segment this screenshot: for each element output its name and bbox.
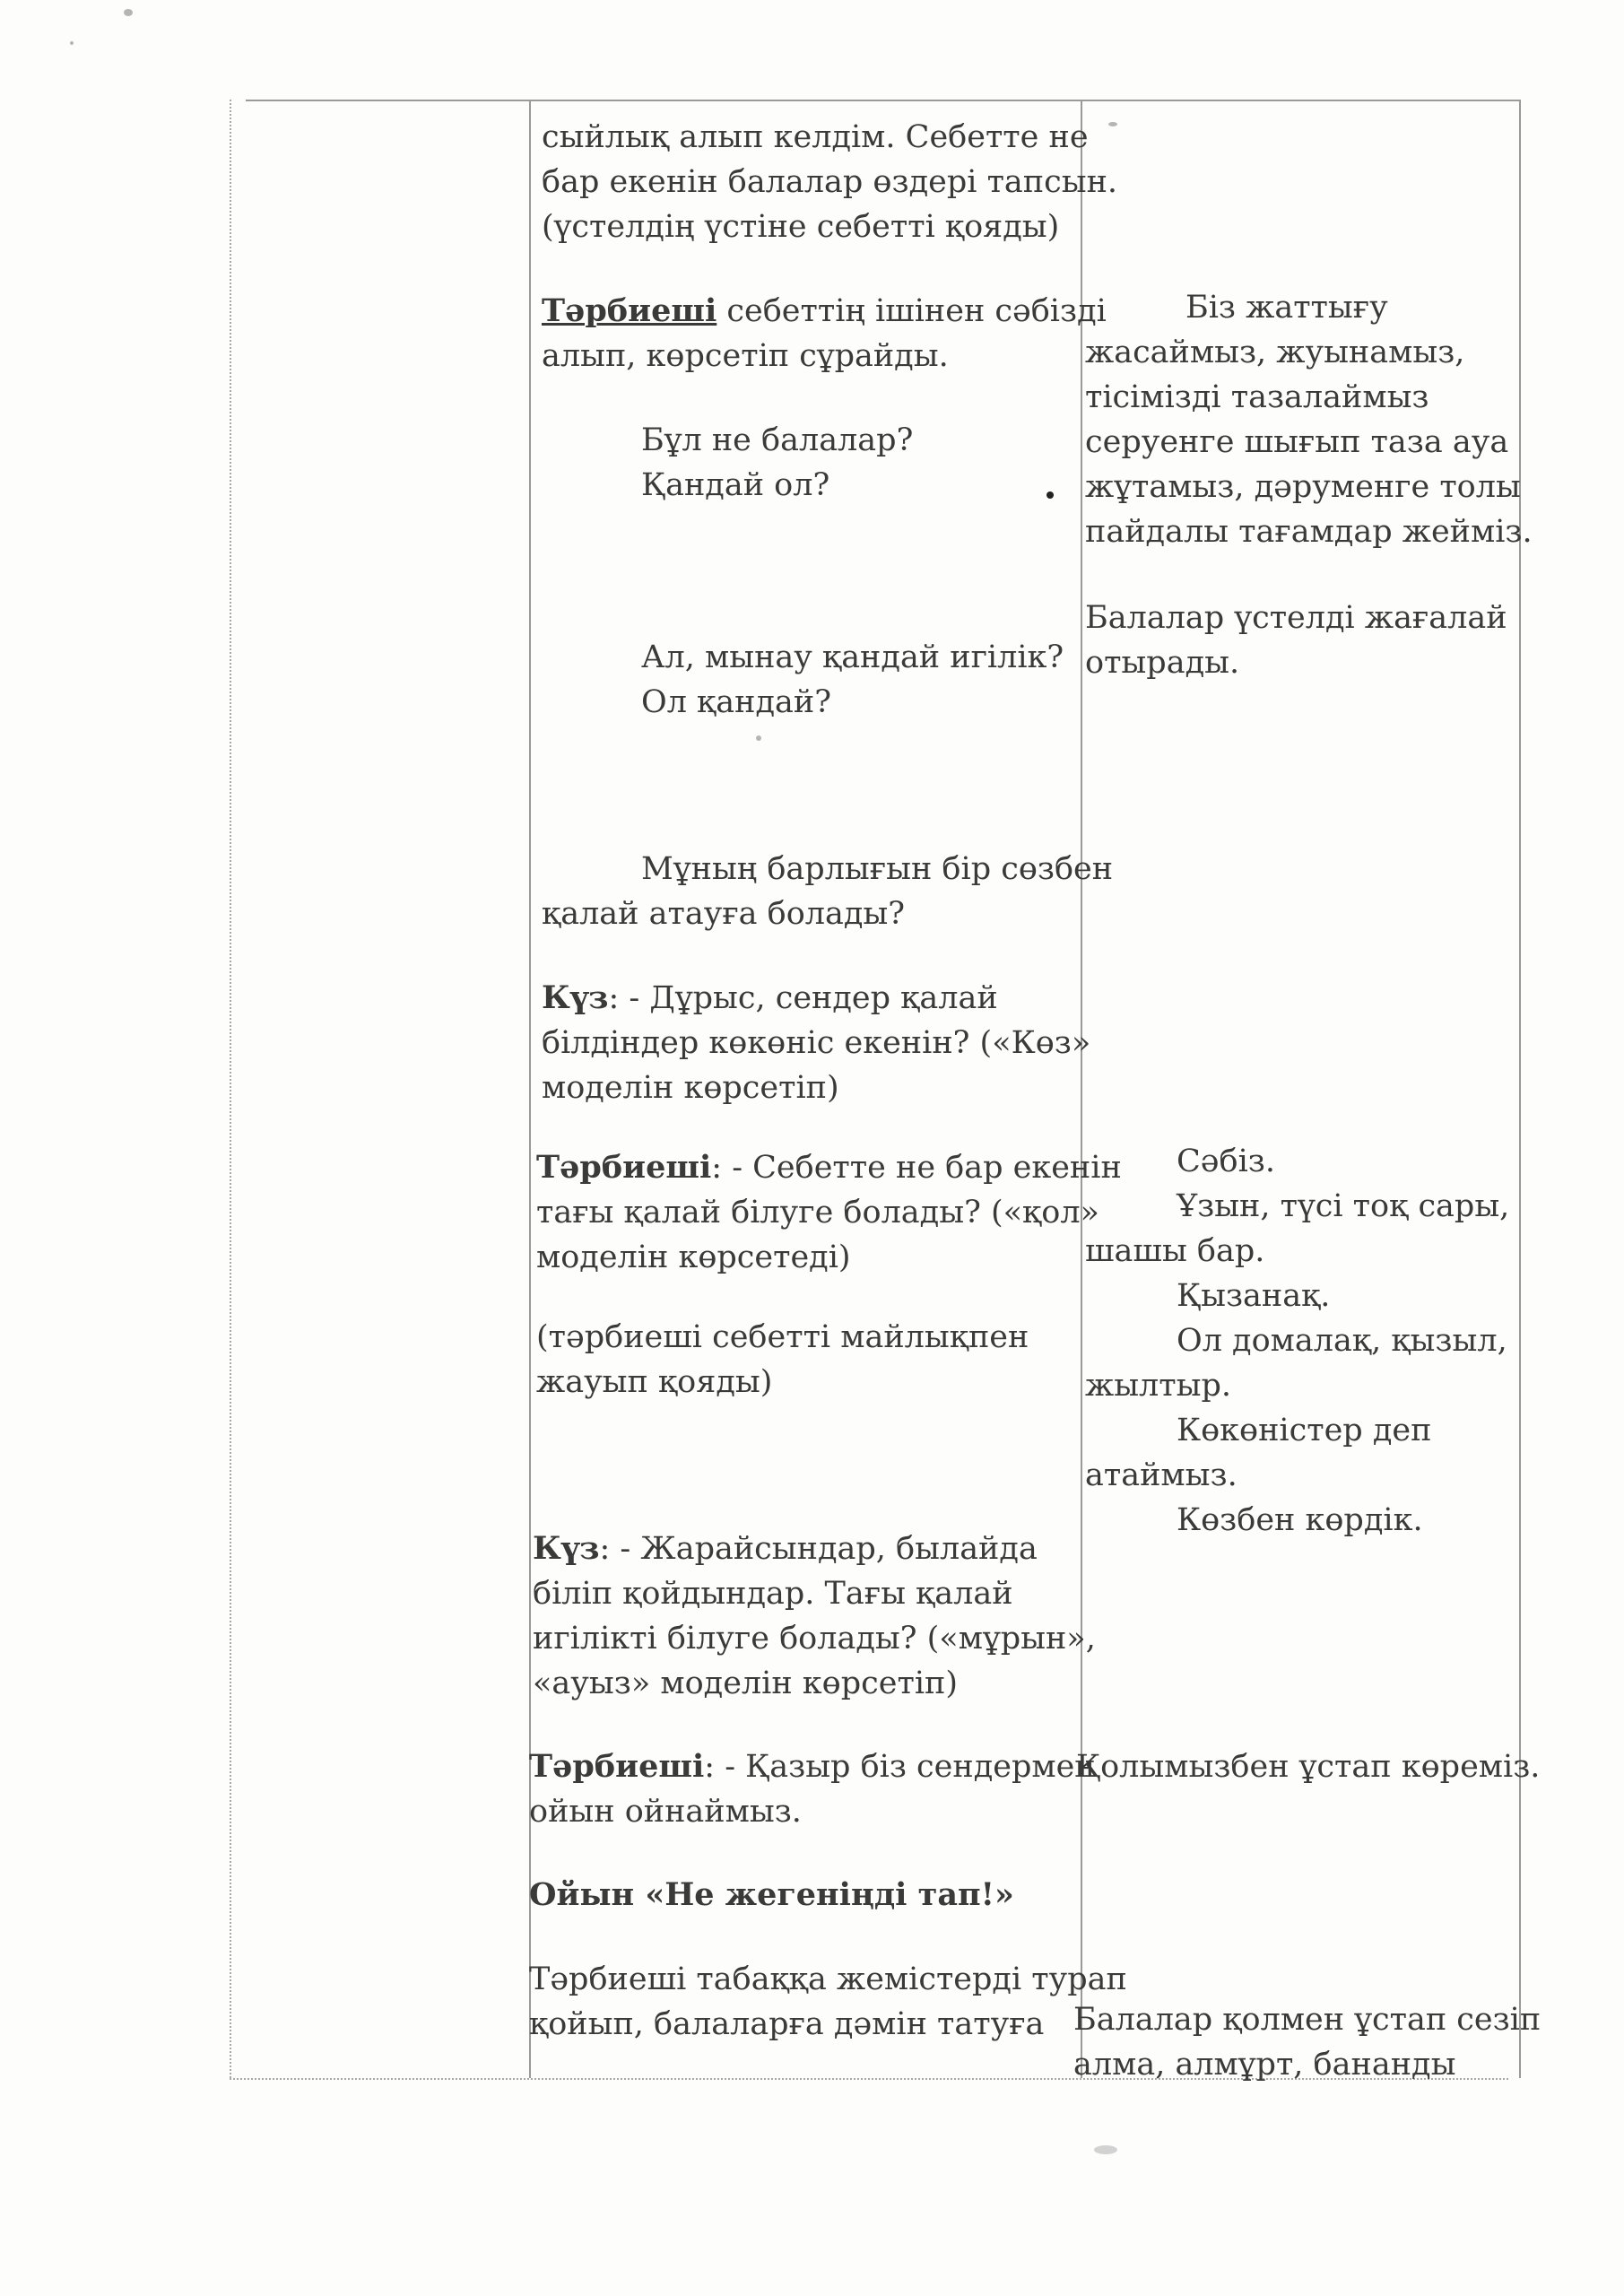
text-line: (үстелдің үстіне себетті қояды) [542,209,1060,245]
answer-line: тісімізді тазалаймыз [1085,379,1429,415]
question-line: Бұл не балалар? [641,422,914,458]
text-line [529,1744,1096,1789]
table-left-border [230,100,231,2078]
text-line: сыйлық алып келдім. Себетте не [542,119,1089,155]
answer-line: атаймыз. [1085,1457,1238,1493]
answer-line: Ұзын, түсі тоқ сары, [1177,1188,1510,1224]
answer-line: Балалар қолмен ұстап сезіп [1073,2002,1541,2038]
scan-speck [756,735,761,741]
text-line: Тәрбиеші табаққа жемістерді турап [529,1961,1127,1997]
answer-line: Біз жаттығу [1185,290,1388,326]
answer-line: жұтамыз, дәруменге толы [1085,469,1521,505]
text-line: біліп қойдындар. Тағы қалай [533,1576,1013,1612]
question-line: Ол қандай? [641,684,831,720]
text-line: игілікті білуге болады? («мұрын», [533,1621,1096,1657]
speaker-label: Тәрбиеші [542,292,717,329]
text-span: : - Себетте не бар екенін [711,1150,1122,1186]
game-title: Ойын «Не жегеніңді тап!» [529,1876,1014,1913]
speaker-label: Тәрбиеші [529,1748,705,1785]
text-line: алып, көрсетіп сұрайды. [542,338,949,374]
text-line [542,976,998,1021]
text-line: қойып, балаларға дәмін татуға [529,2006,1045,2042]
answer-line: Ол домалақ, қызыл, [1177,1323,1507,1359]
speaker-label: Күз [533,1530,600,1567]
answer-line: отырады. [1085,645,1240,681]
question-line: Мұның барлығын бір сөзбен [641,851,1114,887]
scan-speck [70,41,74,45]
text-line [533,1526,1038,1571]
answer-line: Көкөністер деп [1177,1413,1432,1448]
answer-line: алма, алмұрт, бананды [1073,2047,1456,2083]
text-span: : - Қазыр біз сендермен [704,1749,1096,1785]
scan-speck [1108,122,1117,126]
text-span: себеттің ішінен сәбізді [716,293,1107,329]
question-line: Қандай ол? [641,467,830,503]
text-line [542,289,1107,334]
bullet-mark [1046,491,1054,499]
text-line: жауып қояды) [536,1364,773,1400]
answer-line: жасаймыз, жуынамыз, [1085,335,1465,370]
text-line [536,1145,1122,1190]
text-line: ойын ойнаймыз. [529,1794,802,1830]
scan-speck [124,9,133,16]
answer-line: пайдалы тағамдар жейміз. [1085,514,1533,550]
answer-line: шашы бар. [1085,1233,1265,1269]
answer-line: Балалар үстелді жағалай [1085,600,1507,636]
answer-line: Қолымызбен ұстап көреміз. [1076,1749,1541,1785]
scan-speck [1094,2145,1117,2154]
answer-line: жылтыр. [1085,1368,1232,1404]
text-line: моделін көрсетеді) [536,1239,851,1275]
answer-line: серуенге шығып таза ауа [1085,424,1509,460]
text-line: білдіндер көкөніс екенін? («Көз» [542,1025,1091,1061]
speaker-label: Тәрбиеші [536,1149,712,1186]
table-top-border [246,100,1519,101]
text-span: : - Дұрыс, сендер қалай [608,980,998,1016]
answer-line: Сәбіз. [1177,1144,1275,1179]
text-span: : - Жарайсындар, былайда [599,1531,1038,1567]
text-line: тағы қалай білуге болады? («қол» [536,1195,1099,1231]
text-line: бар екенін балалар өздері тапсын. [542,164,1118,200]
answer-line: Көзбен көрдік. [1177,1502,1423,1538]
text-line: моделін көрсетіп) [542,1070,839,1106]
text-line: «ауыз» моделін көрсетіп) [533,1665,959,1701]
text-line: қалай атауға болады? [542,896,906,932]
answer-line: Қызанақ. [1177,1278,1331,1314]
speaker-label: Күз [542,979,609,1016]
text-line: (тәрбиеші себетті майлықпен [536,1319,1029,1355]
question-line: Ал, мынау қандай игілік? [641,639,1064,675]
